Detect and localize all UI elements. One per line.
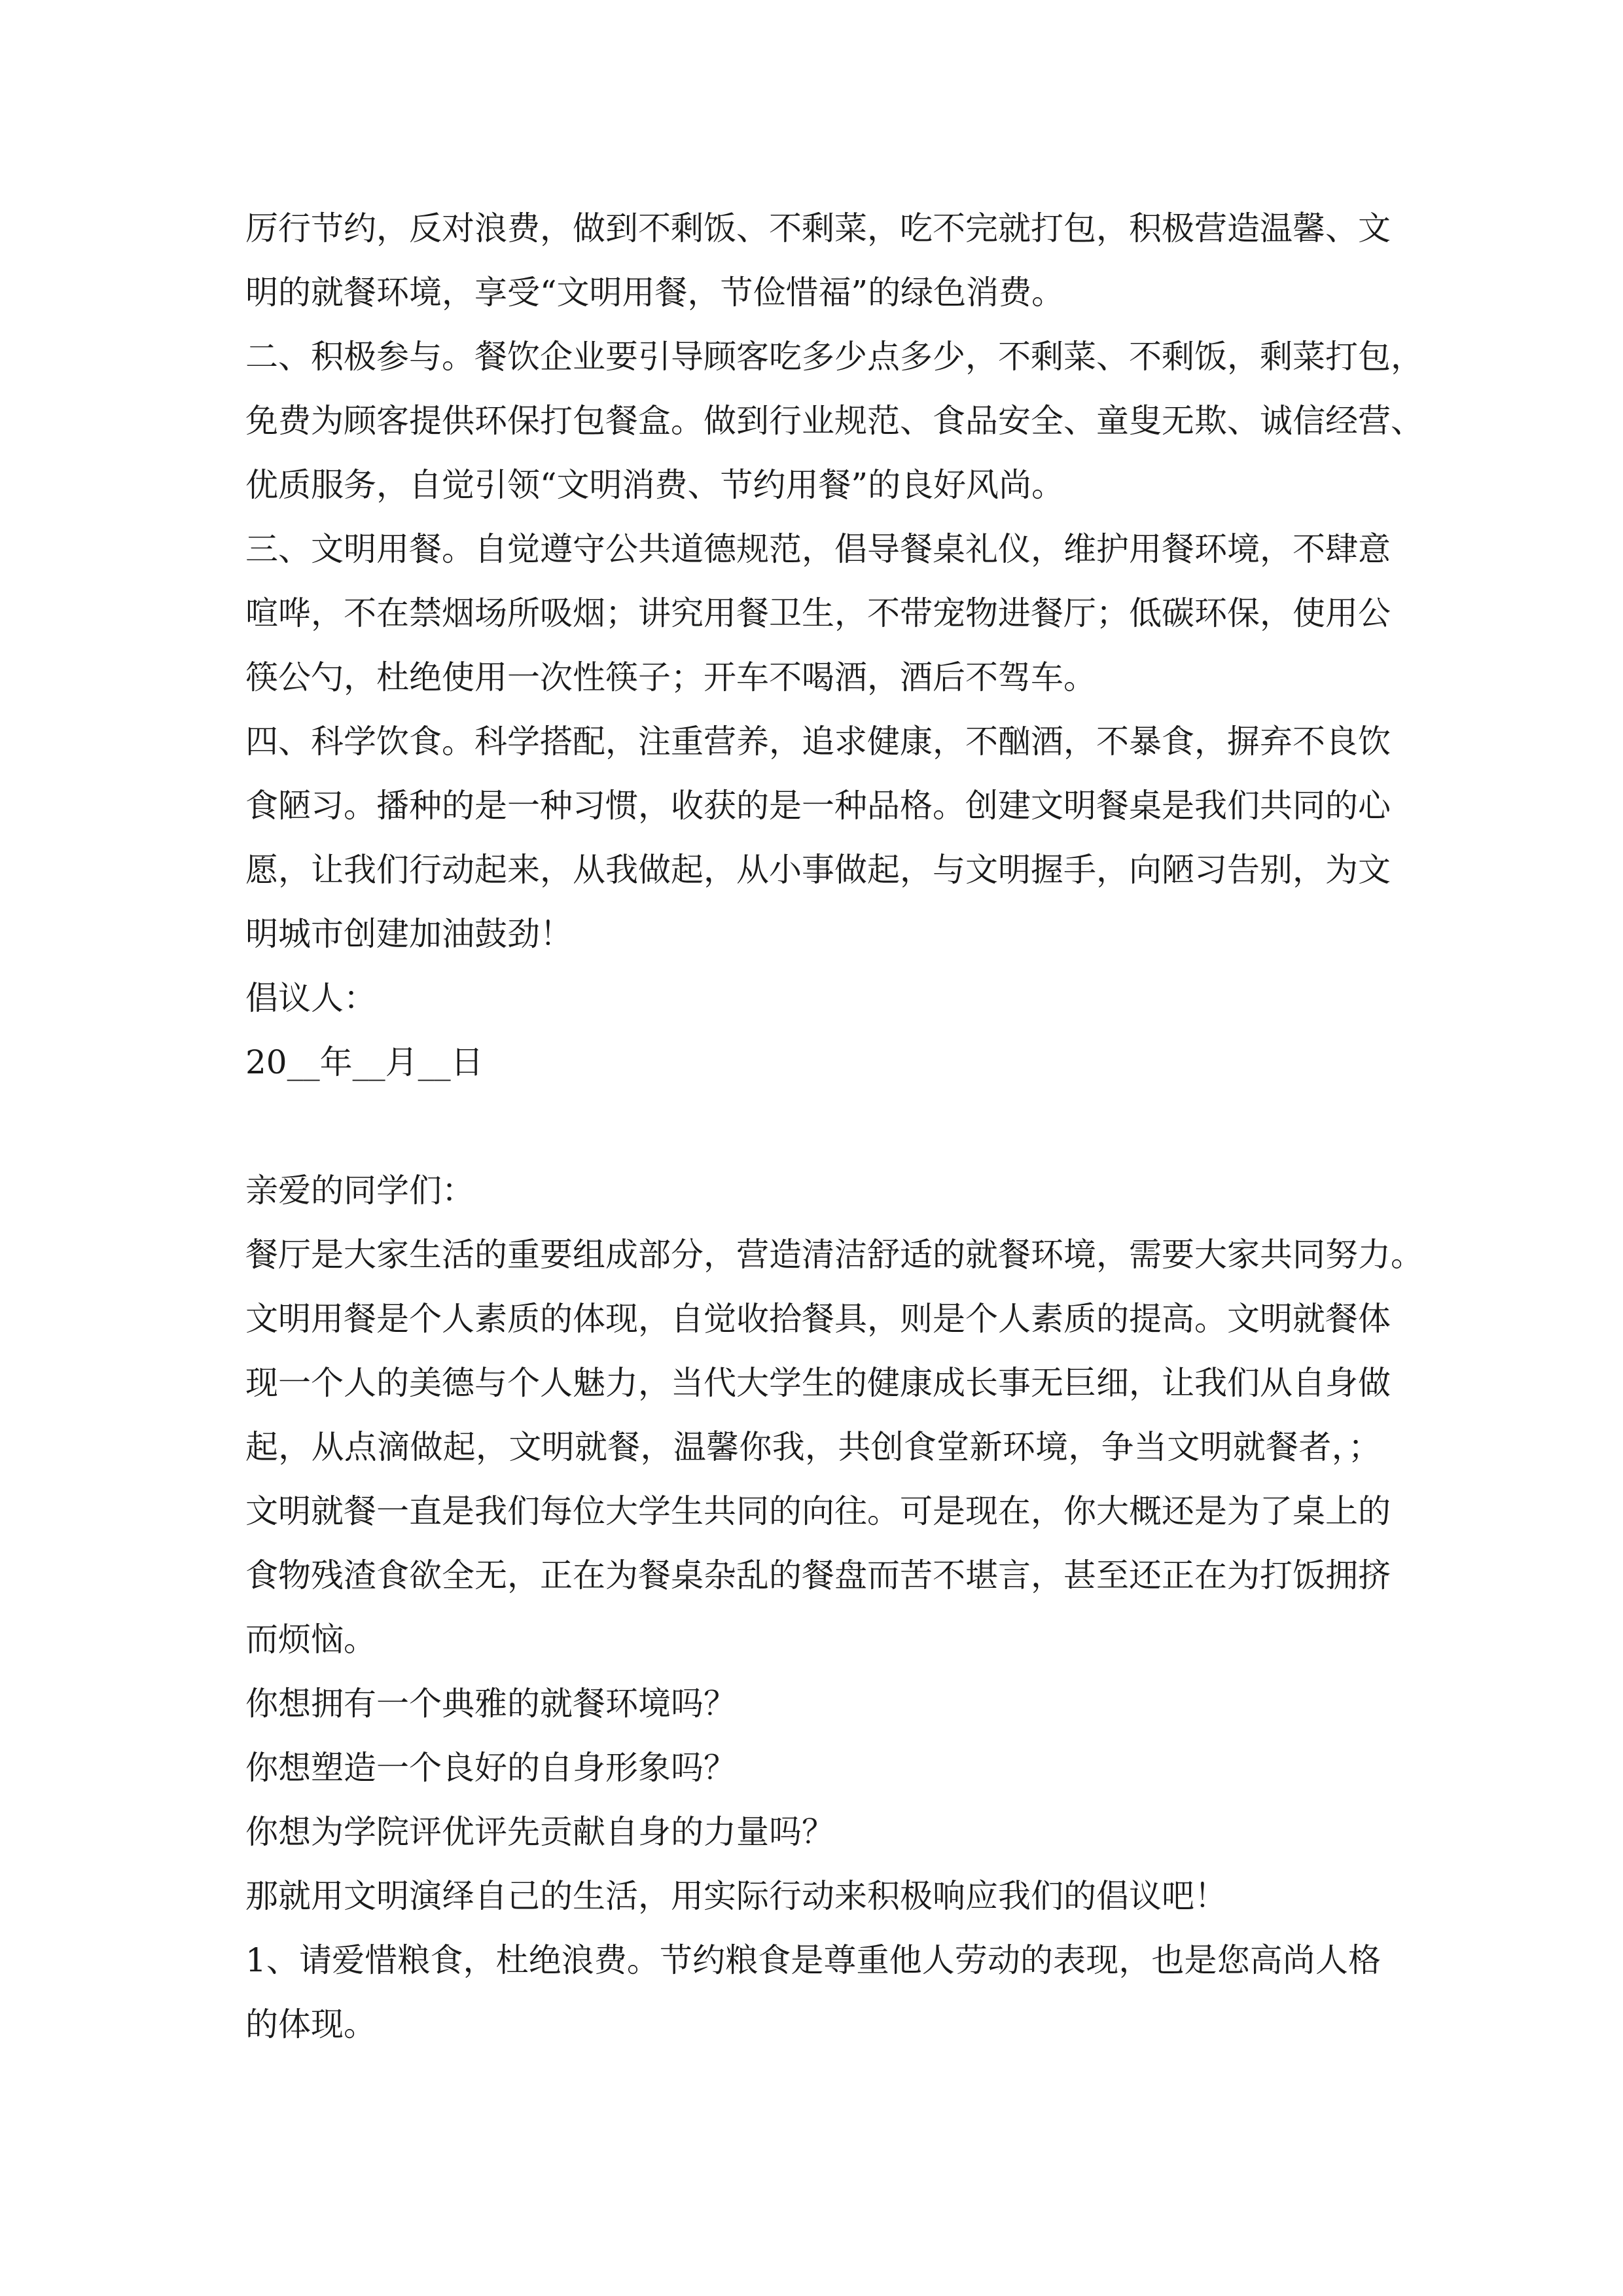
paragraph-line: 二、积极参与。餐饮企业要引导顾客吃多少点多少，不剩菜、不剩饭，剩菜打包， xyxy=(245,338,1423,376)
paragraph-line: 明的就餐环境，享受“文明用餐，节俭惜福”的绿色消费。 xyxy=(245,274,1065,312)
paragraph-line: 那就用文明演绎自己的生活，用实际行动来积极响应我们的倡议吧！ xyxy=(245,1877,1227,1915)
question-line: 你想拥有一个典雅的就餐环境吗？ xyxy=(245,1685,736,1723)
paragraph-line: 文明就餐一直是我们每位大学生共同的向往。可是现在，你大概还是为了桌上的 xyxy=(245,1492,1391,1530)
paragraph-line: 而烦恼。 xyxy=(245,1621,376,1659)
paragraph-line: 厉行节约，反对浪费，做到不剩饭、不剩菜，吃不完就打包，积极营造温馨、文 xyxy=(245,209,1391,247)
signer-label: 倡议人： xyxy=(245,979,376,1017)
list-item-line: 的体现。 xyxy=(245,2005,376,2043)
paragraph-line: 食物残渣食欲全无，正在为餐桌杂乱的餐盘而苦不堪言，甚至还正在为打饭拥挤 xyxy=(245,1556,1391,1594)
paragraph-line: 优质服务，自觉引领“文明消费、节约用餐”的良好风尚。 xyxy=(245,466,1065,504)
list-item-line: 1、请爱惜粮食，杜绝浪费。节约粮食是尊重他人劳动的表现，也是您高尚人格 xyxy=(245,1941,1381,1979)
paragraph-line: 文明用餐是个人素质的体现，自觉收拾餐具，则是个人素质的提高。文明就餐体 xyxy=(245,1300,1391,1338)
section-initiative xyxy=(245,196,1423,1094)
paragraph-line: 起，从点滴做起，文明就餐，温馨你我，共创食堂新环境，争当文明就餐者，； xyxy=(245,1428,1381,1466)
paragraph-line: 愿，让我们行动起来，从我做起，从小事做起，与文明握手，向陋习告别，为文 xyxy=(245,851,1391,889)
paragraph-line: 三、文明用餐。自觉遵守公共道德规范，倡导餐桌礼仪，维护用餐环境，不肆意 xyxy=(245,530,1391,568)
paragraph-line: 食陋习。播种的是一种习惯，收获的是一种品格。创建文明餐桌是我们共同的心 xyxy=(245,787,1391,825)
paragraph-line: 免费为顾客提供环保打包餐盒。做到行业规范、食品安全、童叟无欺、诚信经营、 xyxy=(245,402,1423,440)
paragraph-line: 明城市创建加油鼓劲！ xyxy=(245,915,573,953)
paragraph-line: 餐厅是大家生活的重要组成部分，营造清洁舒适的就餐环境，需要大家共同努力。 xyxy=(245,1236,1423,1274)
date-line: 20__年__月__日 xyxy=(245,1043,484,1081)
question-line: 你想塑造一个良好的自身形象吗？ xyxy=(245,1749,736,1787)
paragraph-line: 现一个人的美德与个人魅力，当代大学生的健康成长事无巨细，让我们从自身做 xyxy=(245,1364,1391,1402)
greeting: 亲爱的同学们： xyxy=(245,1172,474,1210)
paragraph-line: 喧哗，不在禁烟场所吸烟；讲究用餐卫生，不带宠物进餐厅；低碳环保，使用公 xyxy=(245,594,1391,632)
document-page xyxy=(245,196,1423,2056)
question-line: 你想为学院评优评先贡献自身的力量吗？ xyxy=(245,1813,834,1851)
paragraph-line: 四、科学饮食。科学搭配，注重营养，追求健康，不酗酒，不暴食，摒弃不良饮 xyxy=(245,723,1391,761)
section-letter xyxy=(245,1158,1423,2056)
section-spacer xyxy=(245,1094,1381,1158)
paragraph-line: 筷公勺，杜绝使用一次性筷子；开车不喝酒，酒后不驾车。 xyxy=(245,658,1096,696)
